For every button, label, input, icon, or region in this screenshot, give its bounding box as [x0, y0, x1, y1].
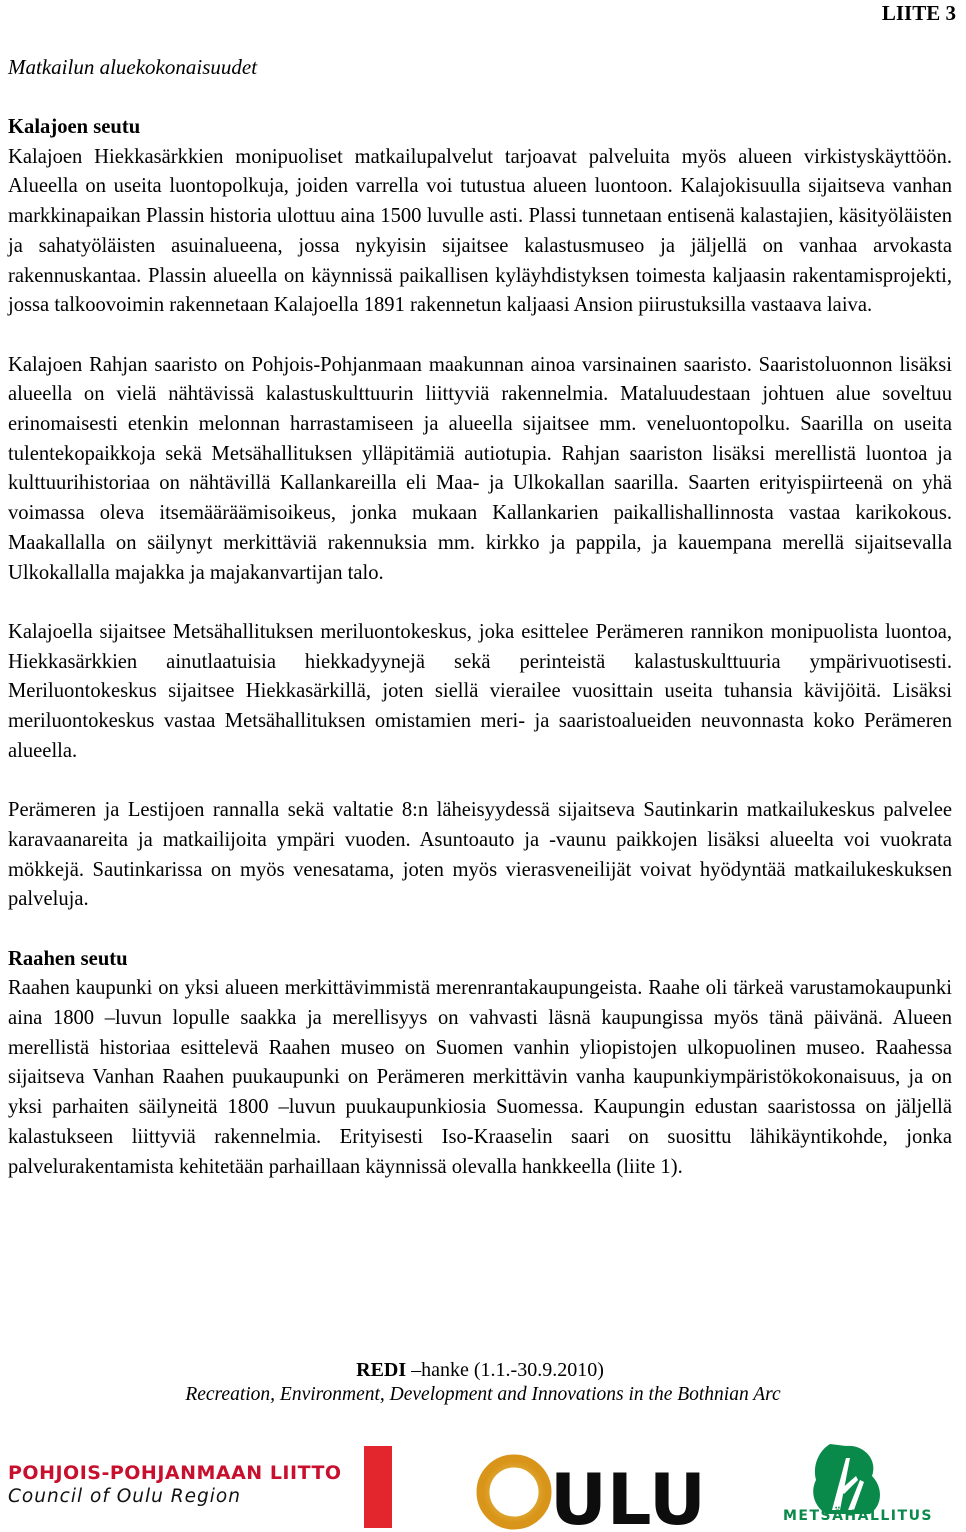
section-heading-kalajoki: Kalajoen seutu	[8, 116, 141, 138]
ppl-logo-line1: POHJOIS-POHJANMAAN LIITTO	[8, 1462, 342, 1484]
footer-project-name: REDI	[356, 1359, 407, 1381]
paragraph-kalajoki-3: Kalajoella sijaitsee Metsähallituksen meriluontokeskus, joka esittelee Perämeren rannikon monipuolista luontoa, Hiekkasärkkien ainutlaatuisia hiekkadyynejä sekä perinteistä kalastuskulttuuria ympärivuotisesti. Meriluontokeskus sijaitsee Hiekkasärkillä, joten siellä vierailee vuosittain useita tuhansia kävijöitä. Lisäksi meriluontokeskus vastaa Metsähallituksen omistamien meri- ja saaristoalueiden neuvonnasta koko Perämeren alueella.	[8, 620, 952, 762]
pohjois-pohjanmaan-liitto-logo	[8, 1462, 342, 1510]
metsahallitus-logo-text: METSÄHALLITUS	[782, 1508, 934, 1524]
footer-project-full-name: Recreation, Environment, Development and Innovations in the Bothnian Arc	[185, 1384, 781, 1405]
document-body	[8, 113, 952, 1182]
paragraph-raahe-1: Raahen kaupunki on yksi alueen merkittävimmistä merenrantakaupungeista. Raahe oli tärkeä varustamokaupunki aina 1800 –luvun lopulle saakka ja merellisyys on vahvasti läsnä kaupungissa myös tänä päivänä. Alueen merellistä historiaa esittelevä Raahen museo on Suomen vanhin yliopistojen ulkopuolinen museo. Raahessa sijaitseva Vanhan Raahen puukaupunki on Perämeren merkittävin vanha kaupunkiympäristökokonaisuus, ja on yksi parhaiten säilyneitä 1800 –luvun puukaupunkiosia Suomessa. Kaupungin edustan saaristossa on jäljellä kalastukseen liittyviä rakennelmia. Erityisesti Iso-Kraaselin saari on suosittu lähikäyntikohde, jonka palvelurakentamista kehitetään parhaillaan käynnissä olevalla hankkeella (liite 1).	[8, 977, 952, 1178]
paragraph-kalajoki-4: Perämeren ja Lestijoen rannalla sekä valtatie 8:n läheisyydessä sijaitseva Sautinkarin matkailukeskus palvelee karavaanareita ja matkailijoita ympäri vuoden. Asuntoauto ja -vaunu paikkojen lisäksi alueelta voi vuokrata mökkejä. Sautinkarissa on myös venesatama, joten myös vierasveneilijät voivat hyödyntää matkailukeskuksen palveluja.	[8, 799, 952, 911]
paragraph-kalajoki-1: Kalajoen Hiekkasärkkien monipuoliset matkailupalvelut tarjoavat palveluita myös alueen virkistyskäyttöön. Alueella on useita luontopolkuja, joiden varrella voi tutustua alueen luontoon. Kalajokisuulla sijaitseva vanhan markkinapaikan Plassin historia ulottuu aina 1500 luvulle asti. Plassi tunnetaan entisenä kalastajien, käsityöläisten ja sahatyöläisten asuinalueena, jossa nykyisin sijaitsee kalastusmuseo ja jäljellä on vanhaa arvokasta rakennuskantaa. Plassin alueella on käynnissä paikallisen kyläyhdistyksen toimesta kaljaasin rakentamisprojekti, jossa talkoovoimin rakennetaan Kalajoella 1891 rakennetun kaljaasi Ansion piirustuksilla vastaava laiva.	[8, 145, 952, 317]
paragraph-kalajoki-2: Kalajoen Rahjan saaristo on Pohjois-Pohjanmaan maakunnan ainoa varsinainen saaristo. Saaristoluonnon lisäksi alueella on vielä nähtävissä kalastuskulttuurin liittyviä rakennelmia. Mataluudestaan johtuen alue soveltuu erinomaisesti etenkin melonnan harrastamiseen ja alueella sijaitsee mm. veneluontopolku. Saarilla on useita tulentekopaikkoja sekä Metsähallituksen ylläpitämiä autiotupia. Rahjan saariston lisäksi merellistä luontoa ja kulttuurihistoriaa on nähtävillä Kallankareilla eli Maa- ja Ulkokallan saarilla. Saarten erityispiirteenä on yhä voimassa oleva itsemääräämisoikeus, jonka mukaan Kallankarien paikallishallinnosta vastaa karikokous. Maakallalla on säilynyt merkittäviä rakennuksia mm. kirkko ja pappila, ja kauempana merellä sijaitsevalla Ulkokallalla majakka ja majakanvartijan talo.	[8, 353, 952, 584]
oulu-logo	[476, 1448, 706, 1532]
oulu-ring-icon	[483, 1461, 545, 1523]
metsahallitus-tree-icon	[813, 1444, 880, 1514]
footer-project	[0, 1358, 960, 1382]
section-heading-raahe: Raahen seutu	[8, 947, 128, 970]
footer-project-dates: –hanke (1.1.-30.9.2010)	[406, 1359, 604, 1381]
appendix-label: LIITE 3	[881, 1, 956, 25]
ppl-red-bar-icon	[364, 1446, 392, 1528]
ppl-logo-line2: Council of Oulu Region	[8, 1486, 241, 1507]
page-subtitle: Matkailun aluekokonaisuudet	[8, 55, 258, 79]
oulu-logo-text: ULU	[550, 1459, 706, 1532]
